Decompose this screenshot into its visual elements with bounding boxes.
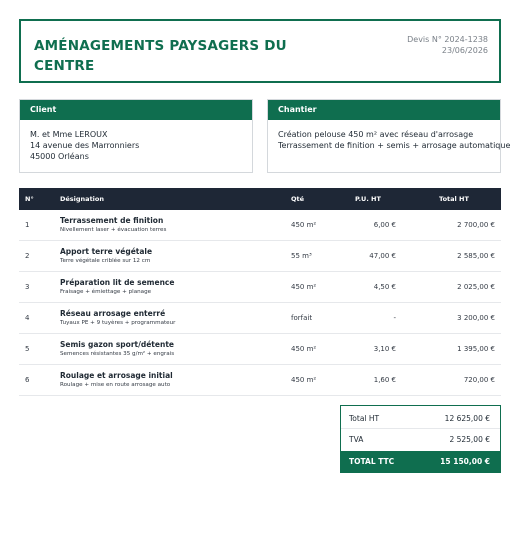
table-row [19,303,501,334]
total-ht-value: 12 625,00 € [444,414,490,423]
company-name-line-2: CENTRE [34,58,95,74]
site-line: Création pelouse 450 m² avec réseau d'arrosage [278,130,474,139]
table-row [19,241,501,272]
row-total: 2 585,00 € [396,241,501,272]
client-line: 45000 Orléans [30,152,89,161]
row-quantity: 450 m² [291,365,337,396]
item-detail: Semences résistantes 35 g/m² + engrais [60,350,175,357]
row-number: 6 [19,365,60,396]
col-header-unit-price: P.U. HT [355,195,381,203]
row-total: 3 200,00 € [396,303,501,334]
col-header-designation: Désignation [60,195,104,203]
company-name [34,36,294,76]
total-ht-label: Total HT [349,414,380,423]
col-header-quantity: Qté [291,195,305,203]
client-address [20,120,252,162]
item-title: Préparation lit de semence [60,277,175,287]
items-table [19,188,501,396]
client-line: M. et Mme LEROUX [30,130,108,139]
total-ttc-label: TOTAL TTC [349,457,395,466]
item-title: Semis gazon sport/détente [60,339,174,349]
tva-label: TVA [349,435,364,444]
table-row [19,365,501,396]
client-box-title: Client [20,100,252,120]
item-detail: Fraisage + émiettage + planage [60,288,152,295]
row-unit-price: 1,60 € [337,365,396,396]
row-designation [60,303,291,334]
row-number: 4 [19,303,60,334]
row-unit-price: 47,00 € [337,241,396,272]
item-title: Roulage et arrosage initial [60,370,173,380]
col-header-total: Total HT [439,195,469,203]
site-line: Terrassement de finition + semis + arrosage automatique [278,141,511,150]
row-number: 5 [19,334,60,365]
document-header [19,19,501,83]
row-designation [60,365,291,396]
row-unit-price: - [337,303,396,334]
item-title: Réseau arrosage enterré [60,308,166,318]
table-row [19,272,501,303]
table-row [19,210,501,241]
item-title: Apport terre végétale [60,246,153,256]
row-number: 2 [19,241,60,272]
site-box-title: Chantier [268,100,500,120]
row-total: 2 700,00 € [396,210,501,241]
row-unit-price: 3,10 € [337,334,396,365]
total-ttc-row [341,451,500,472]
row-unit-price: 4,50 € [337,272,396,303]
item-detail: Roulage + mise en route arrosage auto [60,381,171,388]
row-unit-price: 6,00 € [337,210,396,241]
col-header-number: N° [25,195,34,203]
client-box [19,99,253,173]
table-row [19,334,501,365]
document-meta [407,34,488,56]
tva-row [349,435,490,444]
row-total: 2 025,00 € [396,272,501,303]
item-detail: Terre végétale criblée sur 12 cm [60,257,151,264]
site-description [268,120,511,151]
row-quantity: 450 m² [291,272,337,303]
item-detail: Tuyaux PE + 9 tuyères + programmateur [60,319,176,326]
client-line: 14 avenue des Marronniers [30,141,140,150]
row-total: 720,00 € [396,365,501,396]
row-number: 1 [19,210,60,241]
row-total: 1 395,00 € [396,334,501,365]
row-designation [60,241,291,272]
item-detail: Nivellement laser + évacuation terres [60,226,167,233]
quote-date: 23/06/2026 [441,46,488,55]
row-number: 3 [19,272,60,303]
row-designation [60,210,291,241]
total-ttc-value: 15 150,00 € [440,457,490,466]
row-quantity: 55 m³ [291,241,337,272]
totals-box [340,405,501,473]
total-ht-row [349,414,490,423]
tva-value: 2 525,00 € [449,435,490,444]
totals-divider [341,428,500,429]
company-name-line-1: AMÉNAGEMENTS PAYSAGERS DU [34,38,287,54]
item-title: Terrassement de finition [60,215,164,225]
table-header-row [19,188,501,210]
quote-number: Devis N° 2024-1238 [407,35,488,44]
site-box [267,99,511,173]
row-designation [60,272,291,303]
row-quantity: forfait [291,303,337,334]
row-quantity: 450 m² [291,334,337,365]
row-quantity: 450 m² [291,210,337,241]
row-designation [60,334,291,365]
